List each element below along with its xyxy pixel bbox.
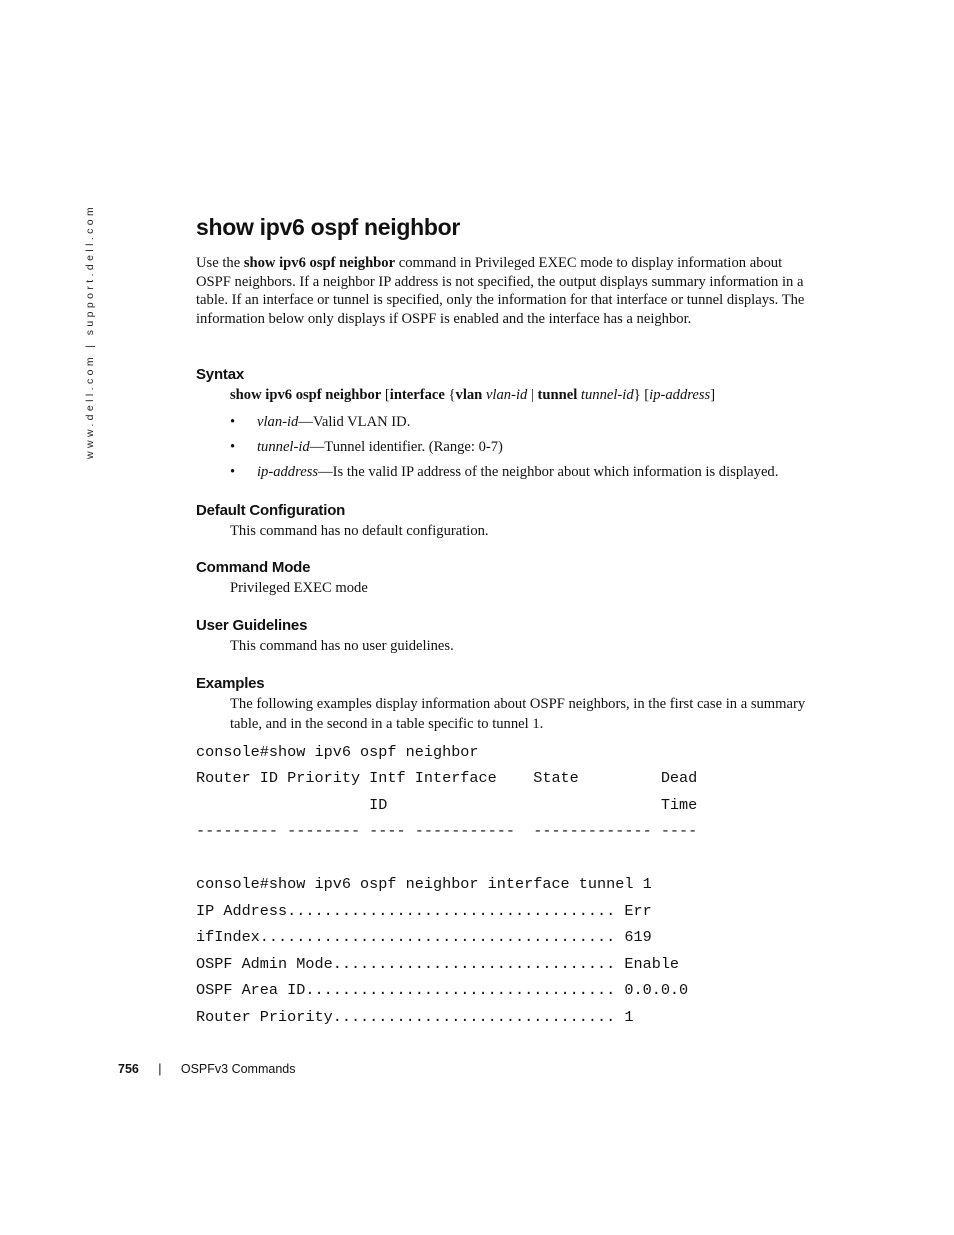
list-item: [230, 439, 503, 456]
syntax-pipe: |: [527, 387, 538, 403]
syntax-command: show ipv6 ospf neighbor: [230, 387, 382, 403]
page-number: 756: [118, 1062, 139, 1076]
default-config-text: This command has no default configuration.: [230, 523, 489, 539]
syntax-bracket: [: [381, 387, 390, 403]
page-title: show ipv6 ospf neighbor: [196, 214, 461, 240]
code-line: Router Priority............................... 1: [196, 1008, 634, 1026]
bullet-desc: —Valid VLAN ID.: [298, 414, 411, 430]
syntax-brace-close: } [: [633, 387, 650, 403]
default-config-heading: Default Configuration: [196, 502, 346, 519]
intro-post: command in Privileged EXEC mode to display information about OSPF neighbors. If a neighbor IP address is not specified, the output displays summary information in a table. If an interface or tunnel is specified, only the information for that interface or tunnel displays. The information below only displays if OSPF is enabled and the interface has a neighbor.: [196, 255, 805, 328]
code-line: IP Address.................................... Err: [196, 902, 652, 920]
code-line: Router ID Priority Intf Interface State Dead: [196, 769, 698, 787]
side-url: www.dell.com | support.dell.com: [84, 203, 96, 459]
syntax-heading: Syntax: [196, 366, 244, 383]
bullet-icon: •: [230, 439, 236, 455]
code-line: console#show ipv6 ospf neighbor interface tunnel 1: [196, 875, 652, 893]
bullet-term: ip-address: [257, 464, 319, 480]
command-mode-text: Privileged EXEC mode: [230, 580, 368, 596]
bullet-term: tunnel-id: [257, 439, 310, 455]
syntax-kw-tunnel: tunnel: [537, 387, 578, 403]
code-line: --------- -------- ---- ----------- ------------- ----: [196, 822, 698, 840]
syntax-arg-tunnel: tunnel-id: [580, 387, 634, 403]
bullet-desc: —Tunnel identifier. (Range: 0-7): [309, 439, 503, 455]
list-item: [230, 464, 778, 481]
code-line: ID Time: [196, 796, 698, 814]
intro-command: show ipv6 ospf neighbor: [243, 255, 396, 271]
examples-text: The following examples display information about OSPF neighbors, in the first case in a summary table, and in the second in a table specific to tunnel 1.: [230, 696, 806, 732]
syntax-bracket-close: ]: [710, 387, 716, 403]
code-line: OSPF Area ID.................................. 0.0.0.0: [196, 981, 689, 999]
command-mode-heading: Command Mode: [196, 559, 311, 576]
code-line: ifIndex....................................... 619: [196, 928, 652, 946]
syntax-line: [230, 386, 715, 406]
bullet-icon: •: [230, 464, 236, 480]
intro-pre: Use the: [196, 255, 244, 271]
examples-heading: Examples: [196, 675, 265, 692]
code-line: OSPF Admin Mode............................... Enable: [196, 955, 680, 973]
intro-paragraph: [196, 254, 814, 329]
bullet-term: vlan-id: [257, 414, 299, 430]
page-footer: [118, 1062, 295, 1076]
user-guidelines-text: This command has no user guidelines.: [230, 638, 454, 654]
code-line: console#show ipv6 ospf neighbor: [196, 743, 479, 761]
bullet-icon: •: [230, 414, 236, 430]
user-guidelines-heading: User Guidelines: [196, 617, 308, 634]
syntax-kw-interface: interface: [389, 387, 445, 403]
syntax-arg-vlan: vlan-id: [485, 387, 528, 403]
footer-separator: |: [158, 1062, 162, 1076]
list-item: [230, 414, 410, 431]
syntax-brace: {: [444, 387, 456, 403]
footer-section: OSPFv3 Commands: [180, 1062, 296, 1076]
syntax-arg-ip: ip-address: [649, 387, 711, 403]
bullet-desc: —Is the valid IP address of the neighbor about which information is displayed.: [318, 464, 779, 480]
syntax-kw-vlan: vlan: [455, 387, 483, 403]
